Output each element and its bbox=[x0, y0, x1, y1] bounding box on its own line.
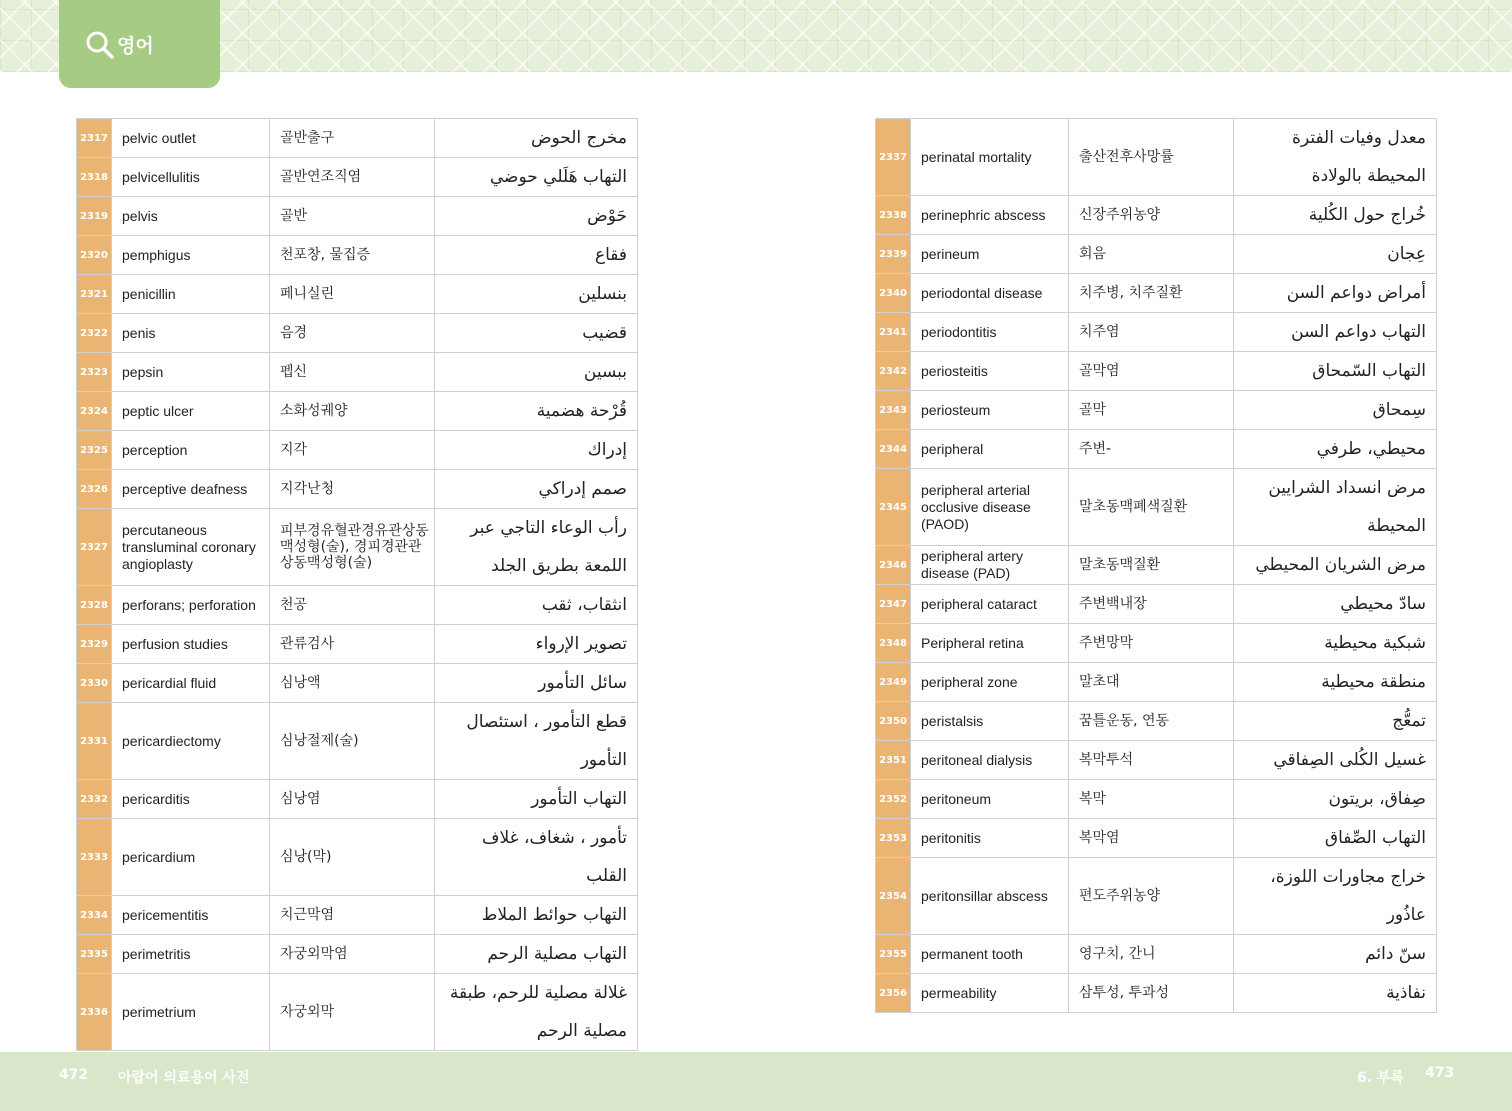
arabic-term: مخرج الحوض bbox=[435, 119, 638, 158]
term-number: 2317 bbox=[77, 119, 112, 158]
english-term: pelvicellulitis bbox=[112, 158, 270, 197]
table-row bbox=[77, 119, 638, 158]
english-term: pelvis bbox=[112, 197, 270, 236]
table-row bbox=[77, 236, 638, 275]
term-number: 2328 bbox=[77, 586, 112, 625]
term-number: 2346 bbox=[876, 546, 911, 585]
arabic-term: سِمحاق bbox=[1234, 391, 1437, 430]
term-number: 2340 bbox=[876, 274, 911, 313]
arabic-term: صمم إدراكي bbox=[435, 470, 638, 509]
korean-term: 회음 bbox=[1069, 235, 1234, 274]
term-number: 2329 bbox=[77, 625, 112, 664]
korean-term: 말초대 bbox=[1069, 663, 1234, 702]
table-row bbox=[876, 430, 1437, 469]
table-row bbox=[77, 509, 638, 586]
korean-term: 주변망막 bbox=[1069, 624, 1234, 663]
korean-term: 자궁외막염 bbox=[270, 935, 435, 974]
table-row bbox=[876, 858, 1437, 935]
arabic-term: إدراك bbox=[435, 431, 638, 470]
term-number: 2330 bbox=[77, 664, 112, 703]
arabic-term: غسيل الكُلى الصِفاقي bbox=[1234, 741, 1437, 780]
korean-term: 출산전후사망률 bbox=[1069, 119, 1234, 196]
korean-term: 말초동맥폐색질환 bbox=[1069, 469, 1234, 546]
table-row bbox=[77, 703, 638, 780]
term-number: 2352 bbox=[876, 780, 911, 819]
korean-term: 소화성궤양 bbox=[270, 392, 435, 431]
term-number: 2341 bbox=[876, 313, 911, 352]
korean-term: 삼투성, 투과성 bbox=[1069, 974, 1234, 1013]
term-number: 2350 bbox=[876, 702, 911, 741]
english-term: perfusion studies bbox=[112, 625, 270, 664]
term-number: 2343 bbox=[876, 391, 911, 430]
right-page-number: 473 bbox=[1425, 1065, 1455, 1081]
term-number: 2351 bbox=[876, 741, 911, 780]
table-row bbox=[876, 819, 1437, 858]
english-term: permeability bbox=[911, 974, 1069, 1013]
korean-term: 주변- bbox=[1069, 430, 1234, 469]
english-term: peritoneal dialysis bbox=[911, 741, 1069, 780]
table-row bbox=[77, 431, 638, 470]
term-number: 2348 bbox=[876, 624, 911, 663]
term-number: 2334 bbox=[77, 896, 112, 935]
search-icon bbox=[85, 30, 115, 60]
korean-term: 음경 bbox=[270, 314, 435, 353]
english-term: pericardium bbox=[112, 819, 270, 896]
right-glossary-table bbox=[875, 118, 1437, 1013]
term-number: 2326 bbox=[77, 470, 112, 509]
section-tab[interactable] bbox=[59, 0, 220, 88]
table-row bbox=[77, 664, 638, 703]
korean-term: 심낭절제(술) bbox=[270, 703, 435, 780]
term-number: 2319 bbox=[77, 197, 112, 236]
korean-term: 골반연조직염 bbox=[270, 158, 435, 197]
term-number: 2339 bbox=[876, 235, 911, 274]
term-number: 2354 bbox=[876, 858, 911, 935]
table-row bbox=[77, 935, 638, 974]
arabic-term: التهاب التأمور bbox=[435, 780, 638, 819]
term-number: 2322 bbox=[77, 314, 112, 353]
term-number: 2342 bbox=[876, 352, 911, 391]
english-term: peristalsis bbox=[911, 702, 1069, 741]
arabic-term: انثقاب، ثقب bbox=[435, 586, 638, 625]
korean-term: 골막염 bbox=[1069, 352, 1234, 391]
table-row bbox=[876, 235, 1437, 274]
korean-term: 천공 bbox=[270, 586, 435, 625]
arabic-term: نفاذية bbox=[1234, 974, 1437, 1013]
korean-term: 복막 bbox=[1069, 780, 1234, 819]
table-row bbox=[876, 469, 1437, 546]
korean-term: 주변백내장 bbox=[1069, 585, 1234, 624]
english-term: pericardial fluid bbox=[112, 664, 270, 703]
table-row bbox=[876, 546, 1437, 585]
table-row bbox=[77, 625, 638, 664]
korean-term: 골막 bbox=[1069, 391, 1234, 430]
left-page-number: 472 bbox=[59, 1067, 89, 1083]
arabic-term: فقاع bbox=[435, 236, 638, 275]
table-row bbox=[77, 470, 638, 509]
arabic-term: قطع التأمور ، استئصال التأمور bbox=[435, 703, 638, 780]
table-row bbox=[77, 353, 638, 392]
korean-term: 펩신 bbox=[270, 353, 435, 392]
term-number: 2333 bbox=[77, 819, 112, 896]
term-number: 2338 bbox=[876, 196, 911, 235]
table-row bbox=[876, 702, 1437, 741]
table-row bbox=[77, 392, 638, 431]
english-term: Peripheral retina bbox=[911, 624, 1069, 663]
korean-term: 치근막염 bbox=[270, 896, 435, 935]
english-term: peptic ulcer bbox=[112, 392, 270, 431]
term-number: 2321 bbox=[77, 275, 112, 314]
english-term: perceptive deafness bbox=[112, 470, 270, 509]
korean-term: 편도주위농양 bbox=[1069, 858, 1234, 935]
arabic-term: تصوير الإرواء bbox=[435, 625, 638, 664]
arabic-term: عِجان bbox=[1234, 235, 1437, 274]
english-term: perforans; perforation bbox=[112, 586, 270, 625]
table-row bbox=[77, 819, 638, 896]
korean-term: 지각난청 bbox=[270, 470, 435, 509]
left-glossary-table bbox=[76, 118, 638, 1051]
english-term: permanent tooth bbox=[911, 935, 1069, 974]
table-row bbox=[876, 274, 1437, 313]
arabic-term: غلالة مصلية للرحم، طبقة مصلية الرحم bbox=[435, 974, 638, 1051]
term-number: 2347 bbox=[876, 585, 911, 624]
table-row bbox=[77, 275, 638, 314]
korean-term: 복막염 bbox=[1069, 819, 1234, 858]
korean-term: 골반 bbox=[270, 197, 435, 236]
table-row bbox=[77, 780, 638, 819]
english-term: perimetrium bbox=[112, 974, 270, 1051]
table-row bbox=[876, 624, 1437, 663]
english-term: periodontitis bbox=[911, 313, 1069, 352]
korean-term: 천포창, 물집증 bbox=[270, 236, 435, 275]
arabic-term: محيطي، طرفي bbox=[1234, 430, 1437, 469]
term-number: 2355 bbox=[876, 935, 911, 974]
english-term: pericarditis bbox=[112, 780, 270, 819]
arabic-term: ببسين bbox=[435, 353, 638, 392]
table-row bbox=[77, 974, 638, 1051]
term-number: 2356 bbox=[876, 974, 911, 1013]
header-pattern bbox=[0, 0, 1512, 72]
table-row bbox=[77, 314, 638, 353]
term-number: 2353 bbox=[876, 819, 911, 858]
table-row bbox=[876, 935, 1437, 974]
table-row bbox=[77, 197, 638, 236]
arabic-term: التهاب الصِّفاق bbox=[1234, 819, 1437, 858]
arabic-term: سنّ دائم bbox=[1234, 935, 1437, 974]
term-number: 2331 bbox=[77, 703, 112, 780]
arabic-term: تأمور ، شغاف، غلاف القلب bbox=[435, 819, 638, 896]
arabic-term: التهاب مصلية الرحم bbox=[435, 935, 638, 974]
english-term: penicillin bbox=[112, 275, 270, 314]
korean-term: 자궁외막 bbox=[270, 974, 435, 1051]
arabic-term: التهاب دواعم السن bbox=[1234, 313, 1437, 352]
english-term: peripheral cataract bbox=[911, 585, 1069, 624]
table-row bbox=[876, 196, 1437, 235]
term-number: 2345 bbox=[876, 469, 911, 546]
korean-term: 지각 bbox=[270, 431, 435, 470]
arabic-term: التهاب حوائط الملاط bbox=[435, 896, 638, 935]
table-row bbox=[876, 585, 1437, 624]
term-number: 2332 bbox=[77, 780, 112, 819]
term-number: 2335 bbox=[77, 935, 112, 974]
arabic-term: معدل وفيات الفترة المحيطة بالولادة bbox=[1234, 119, 1437, 196]
right-section-title: 6. 부록 bbox=[1357, 1070, 1404, 1086]
arabic-term: التهاب هَلَلي حوضي bbox=[435, 158, 638, 197]
korean-term: 영구치, 간니 bbox=[1069, 935, 1234, 974]
arabic-term: حَوْض bbox=[435, 197, 638, 236]
arabic-term: مرض انسداد الشرايين المحيطة bbox=[1234, 469, 1437, 546]
arabic-term: تمعُّج bbox=[1234, 702, 1437, 741]
english-term: peripheral arterial occlusive disease (PAOD) bbox=[911, 469, 1069, 546]
english-term: pericementitis bbox=[112, 896, 270, 935]
korean-term: 심낭(막) bbox=[270, 819, 435, 896]
term-number: 2349 bbox=[876, 663, 911, 702]
korean-term: 신장주위농양 bbox=[1069, 196, 1234, 235]
arabic-term: خراج مجاورات اللوزة، عاذُور bbox=[1234, 858, 1437, 935]
section-label: 영어 bbox=[117, 34, 154, 57]
table-row bbox=[876, 741, 1437, 780]
arabic-term: رأب الوعاء التاجي عبر اللمعة بطريق الجلد bbox=[435, 509, 638, 586]
arabic-term: شبكية محيطية bbox=[1234, 624, 1437, 663]
english-term: periosteum bbox=[911, 391, 1069, 430]
english-term: percutaneous transluminal coronary angioplasty bbox=[112, 509, 270, 586]
english-term: perinatal mortality bbox=[911, 119, 1069, 196]
english-term: penis bbox=[112, 314, 270, 353]
english-term: peripheral bbox=[911, 430, 1069, 469]
english-term: perineum bbox=[911, 235, 1069, 274]
term-number: 2324 bbox=[77, 392, 112, 431]
table-row bbox=[77, 158, 638, 197]
english-term: periosteitis bbox=[911, 352, 1069, 391]
page-footer bbox=[0, 1052, 1512, 1111]
korean-term: 골반출구 bbox=[270, 119, 435, 158]
arabic-term: سائل التأمور bbox=[435, 664, 638, 703]
korean-term: 피부경유혈관경유관상동맥성형(술), 경피경관관상동맥성형(술) bbox=[270, 509, 435, 586]
table-row bbox=[77, 586, 638, 625]
arabic-term: التهاب السّمحاق bbox=[1234, 352, 1437, 391]
table-row bbox=[876, 119, 1437, 196]
arabic-term: خُراج حول الكُلية bbox=[1234, 196, 1437, 235]
arabic-term: مرض الشريان المحيطي bbox=[1234, 546, 1437, 585]
english-term: peripheral artery disease (PAD) bbox=[911, 546, 1069, 585]
korean-term: 관류검사 bbox=[270, 625, 435, 664]
korean-term: 치주염 bbox=[1069, 313, 1234, 352]
term-number: 2325 bbox=[77, 431, 112, 470]
term-number: 2344 bbox=[876, 430, 911, 469]
english-term: perinephric abscess bbox=[911, 196, 1069, 235]
table-row bbox=[876, 391, 1437, 430]
arabic-term: قضيب bbox=[435, 314, 638, 353]
korean-term: 치주병, 치주질환 bbox=[1069, 274, 1234, 313]
table-row bbox=[876, 974, 1437, 1013]
term-number: 2320 bbox=[77, 236, 112, 275]
table-row bbox=[876, 780, 1437, 819]
term-number: 2327 bbox=[77, 509, 112, 586]
table-row bbox=[876, 663, 1437, 702]
english-term: periodontal disease bbox=[911, 274, 1069, 313]
term-number: 2336 bbox=[77, 974, 112, 1051]
arabic-term: أمراض دواعم السن bbox=[1234, 274, 1437, 313]
english-term: pepsin bbox=[112, 353, 270, 392]
arabic-term: صِفاق، بريتون bbox=[1234, 780, 1437, 819]
english-term: pericardiectomy bbox=[112, 703, 270, 780]
english-term: pelvic outlet bbox=[112, 119, 270, 158]
english-term: peritoneum bbox=[911, 780, 1069, 819]
korean-term: 페니실린 bbox=[270, 275, 435, 314]
english-term: peritonsillar abscess bbox=[911, 858, 1069, 935]
arabic-term: قُرْحة هضمية bbox=[435, 392, 638, 431]
table-row bbox=[77, 896, 638, 935]
left-book-title: 아랍어 의료용어 사전 bbox=[118, 1070, 250, 1086]
korean-term: 꿈틀운동, 연동 bbox=[1069, 702, 1234, 741]
arabic-term: منطقة محيطية bbox=[1234, 663, 1437, 702]
english-term: peripheral zone bbox=[911, 663, 1069, 702]
term-number: 2323 bbox=[77, 353, 112, 392]
term-number: 2337 bbox=[876, 119, 911, 196]
korean-term: 심낭액 bbox=[270, 664, 435, 703]
arabic-term: بنسلين bbox=[435, 275, 638, 314]
english-term: pemphigus bbox=[112, 236, 270, 275]
english-term: perimetritis bbox=[112, 935, 270, 974]
korean-term: 말초동맥질환 bbox=[1069, 546, 1234, 585]
table-row bbox=[876, 352, 1437, 391]
term-number: 2318 bbox=[77, 158, 112, 197]
korean-term: 복막투석 bbox=[1069, 741, 1234, 780]
korean-term: 심낭염 bbox=[270, 780, 435, 819]
english-term: perception bbox=[112, 431, 270, 470]
arabic-term: سادّ محيطي bbox=[1234, 585, 1437, 624]
english-term: peritonitis bbox=[911, 819, 1069, 858]
table-row bbox=[876, 313, 1437, 352]
